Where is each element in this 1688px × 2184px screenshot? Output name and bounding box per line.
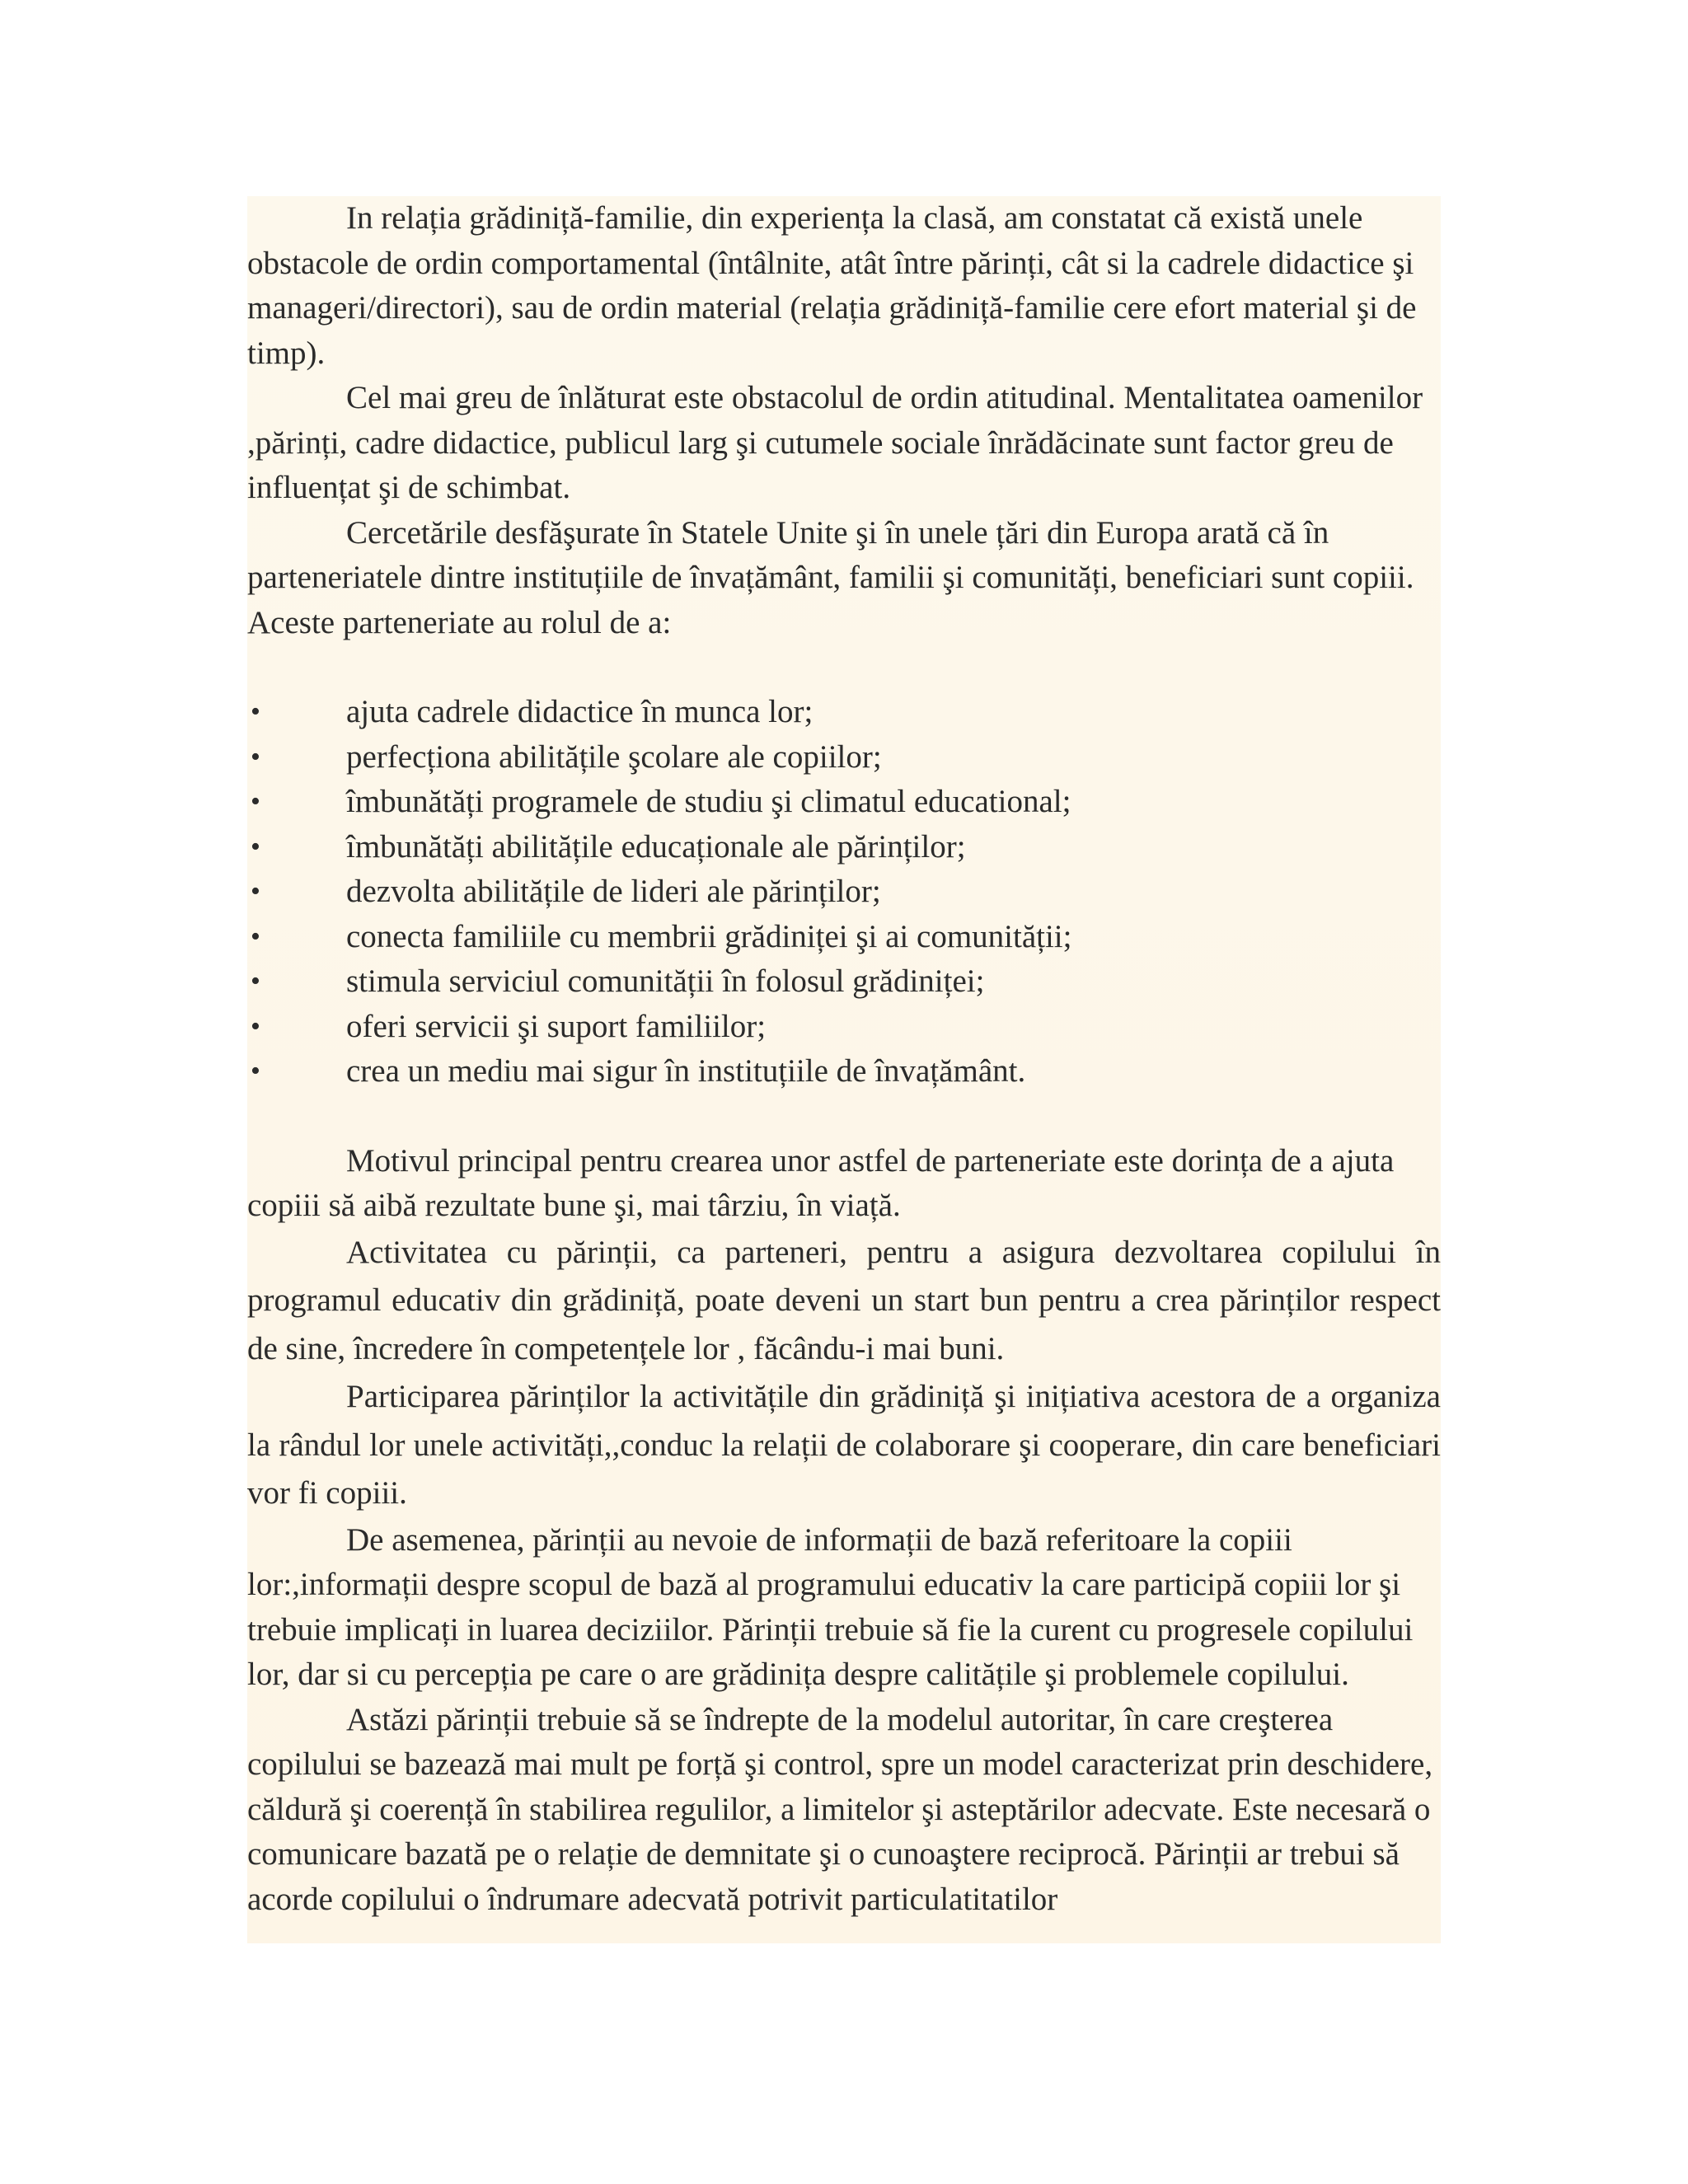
list-item xyxy=(247,915,1441,960)
list-item xyxy=(247,959,1441,1005)
list-item-text: crea un mediu mai sigur în instituțiile de învațământ. xyxy=(346,1053,1026,1089)
paragraph-de-asemenea: De asemenea, părinții au nevoie de informații de bază referitoare la copiii lor:,informații despre scopul de bază al programului educativ la care participă copiii lor şi trebuie implicați in luarea deciziilor. Părinții trebuie să fie la curent cu progresele copilului lor, dar si cu percepția pe care o are grădinița despre calitățile şi problemele copilului. xyxy=(247,1521,1414,1692)
bullet-icon: • xyxy=(251,966,260,996)
paragraph-cercetari: Cercetările desfăşurate în Statele Unite şi în unele țări din Europa arată că în parteneriatele dintre instituțiile de învațământ, familii şi comunități, beneficiari sunt copiii. Aceste parteneriate au rolul de a: xyxy=(247,514,1414,640)
bullet-icon: • xyxy=(251,831,260,862)
paragraph-obstacol-atitudinal: Cel mai greu de înlăturat este obstacolul de ordin atitudinal. Mentalitatea oamenilor ,părinți, cadre didactice, publicul larg şi cutumele sociale înrădăcinate sunt factor greu de influențat şi de schimbat. xyxy=(247,380,1423,505)
spacer xyxy=(247,1094,1441,1139)
paragraph-relatia-gradinita-familie: In relația grădiniță-familie, din experiența la clasă, am constatat că există unele obstacole de ordin comportamental (întâlnite, atât între părinți, cât si la cadrele didactice şi manageri/directori), sau de ordin material (relația grădiniță-familie cere efort material şi de timp). xyxy=(247,200,1417,371)
bullet-icon: • xyxy=(251,741,260,772)
list-item xyxy=(247,825,1441,870)
spacer xyxy=(247,645,1441,690)
roles-bullet-list xyxy=(247,690,1441,1094)
list-item xyxy=(247,690,1441,735)
list-item xyxy=(247,1005,1441,1050)
bullet-icon: • xyxy=(251,1010,260,1042)
list-item-text: dezvolta abilitățile de lideri ale părinților; xyxy=(346,874,881,909)
list-item-text: îmbunătăți abilitățile educaționale ale părinților; xyxy=(346,828,966,865)
text-block xyxy=(247,196,1441,1943)
list-item-text: conecta familiile cu membrii grădiniței şi ai comunității; xyxy=(346,918,1072,954)
bullet-icon: • xyxy=(251,786,260,817)
bullet-icon: • xyxy=(251,876,260,907)
paragraph-activitatea-cu-parintii: Activitatea cu părinții, ca parteneri, pentru a asigura dezvoltarea copilului în programul educativ din grădiniță, poate deveni un start bun pentru a crea părinților respect de sine, încredere în competențele lor , făcându-i mai buni. xyxy=(247,1234,1441,1366)
bullet-icon: • xyxy=(251,921,260,952)
list-item xyxy=(247,869,1441,915)
list-item xyxy=(247,780,1441,825)
list-item xyxy=(247,1049,1441,1094)
list-item-text: ajuta cadrele didactice în munca lor; xyxy=(346,694,814,729)
paragraph-participarea-parintilor: Participarea părinților la activitățile din grădiniță şi inițiativa acestora de a organiza la rândul lor unele activități,,conduc la relații de colaborare şi cooperare, din care beneficiari vor fi copiii. xyxy=(247,1379,1441,1511)
list-item-text: îmbunătăți programele de studiu şi climatul educational; xyxy=(346,784,1071,819)
bullet-icon: • xyxy=(251,696,260,727)
paragraph-motivul-principal: Motivul principal pentru crearea unor astfel de parteneriate este dorința de a ajuta copiii să aibă rezultate bune şi, mai târziu, în viață. xyxy=(247,1142,1395,1223)
list-item-text: oferi servicii şi suport familiilor; xyxy=(346,1008,767,1044)
list-item-text: stimula serviciul comunității în folosul grădiniței; xyxy=(346,963,985,999)
list-item xyxy=(247,735,1441,780)
bullet-icon: • xyxy=(251,1056,260,1086)
list-item-text: perfecționa abilitățile şcolare ale copiilor; xyxy=(346,738,882,775)
paragraph-astazi-parintii: Astăzi părinții trebuie să se îndrepte de la modelul autoritar, în care creşterea copilului se bazează mai mult pe forță şi control, spre un model caracterizat prin deschidere, căldură şi coerență în stabilirea regulilor, a limitelor şi asteptărilor adecvate. Este necesară o comunicare bazată pe o relație de demnitate şi o cunoaştere reciprocă. Părinții ar trebui să acorde copilului o îndrumare adecvată potrivit particulatitatilor xyxy=(247,1701,1433,1917)
